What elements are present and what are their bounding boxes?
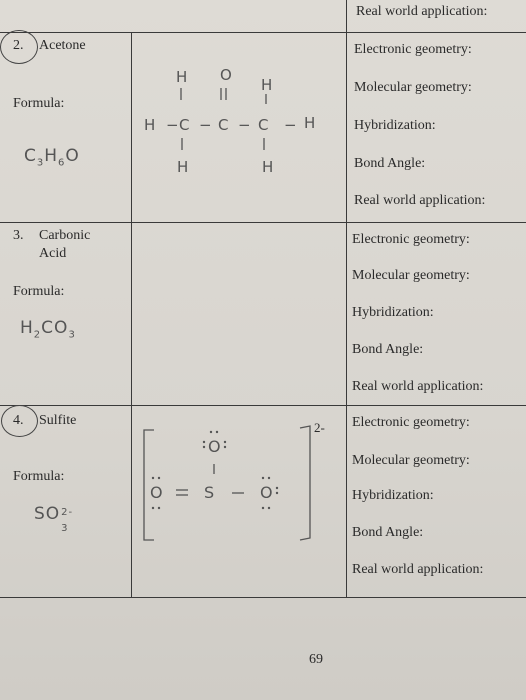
svg-text:C: C <box>258 116 269 134</box>
svg-text:−: − <box>199 116 212 134</box>
row-divider-top <box>0 32 526 33</box>
svg-text:H: H <box>144 116 156 134</box>
svg-text:H: H <box>262 158 274 176</box>
sulfite-hybridization: Hybridization: <box>352 488 434 503</box>
acetone-structure-drawing <box>132 60 346 180</box>
acetone-name: Acetone <box>39 38 86 53</box>
svg-text:O: O <box>208 437 221 456</box>
carbonic-formula: $H_2CO_3$ <box>20 318 76 341</box>
svg-text:O: O <box>220 66 232 84</box>
svg-text:−: − <box>166 116 179 134</box>
row-divider-2 <box>0 405 526 406</box>
carbonic-molecular-geometry: Molecular geometry: <box>352 268 470 283</box>
svg-text:H: H <box>304 114 316 132</box>
svg-text:−: − <box>284 116 297 134</box>
sulfite-formula: SO 2- 3 <box>34 504 74 534</box>
carbonic-real-world: Real world application: <box>352 379 484 394</box>
carbonic-bond-angle: Bond Angle: <box>352 342 424 357</box>
acetone-molecular-geometry: Molecular geometry: <box>354 80 472 95</box>
sulfite-electronic-geometry: Electronic geometry: <box>352 415 470 430</box>
svg-text:H: H <box>177 158 189 176</box>
carbonic-number: 3. <box>13 228 24 243</box>
sulfite-real-world: Real world application: <box>352 562 484 577</box>
row-divider-1 <box>0 222 526 223</box>
acetone-electronic-geometry: Electronic geometry: <box>354 42 472 57</box>
svg-text:−: − <box>238 116 251 134</box>
carbonic-name-line1: Carbonic <box>39 228 91 243</box>
acetone-hybridization: Hybridization: <box>354 118 436 133</box>
svg-text:H: H <box>176 68 188 86</box>
acetone-real-world: Real world application: <box>354 193 486 208</box>
column-divider-right <box>346 0 347 597</box>
sulfite-number: 4. <box>13 413 24 428</box>
svg-text:O: O <box>260 483 273 502</box>
sulfite-molecular-geometry: Molecular geometry: <box>352 453 470 468</box>
sulfite-bond-angle: Bond Angle: <box>352 525 424 540</box>
page-number: 69 <box>309 652 323 667</box>
svg-text:S: S <box>204 483 215 502</box>
row-divider-bottom <box>0 597 526 598</box>
acetone-bond-angle: Bond Angle: <box>354 156 426 171</box>
carbonic-name-line2: Acid <box>39 246 67 261</box>
svg-text:H: H <box>261 76 273 94</box>
sulfite-charge: 2- <box>314 420 325 435</box>
sulfite-name: Sulfite <box>39 413 77 428</box>
carbonic-hybridization: Hybridization: <box>352 305 434 320</box>
acetone-formula: $C_3H_6O$ <box>24 146 80 169</box>
sulfite-formula-label: Formula: <box>13 469 65 484</box>
acetone-formula-label: Formula: <box>13 96 65 111</box>
carbonic-electronic-geometry: Electronic geometry: <box>352 232 470 247</box>
svg-text:C: C <box>218 116 229 134</box>
svg-text:C: C <box>179 116 190 134</box>
carbonic-formula-label: Formula: <box>13 284 65 299</box>
svg-text:O: O <box>150 483 163 502</box>
real-world-header: Real world application: <box>356 4 488 19</box>
acetone-number: 2. <box>13 38 24 53</box>
